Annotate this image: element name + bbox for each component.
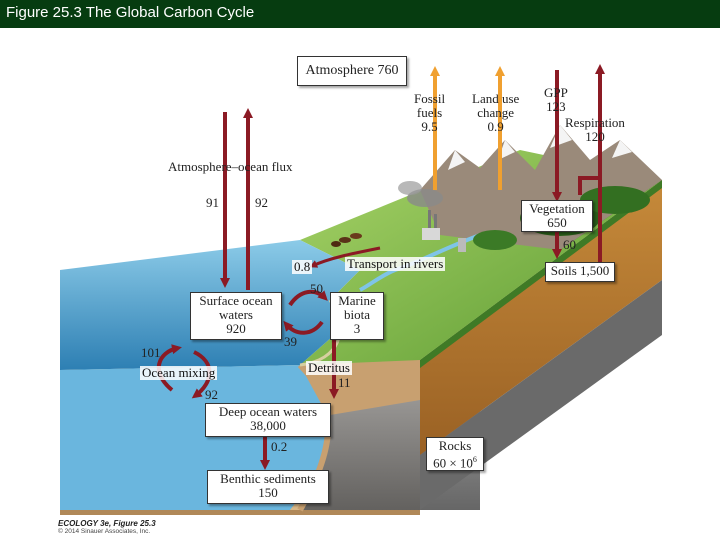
surface-ocean-value: 920 <box>226 321 246 336</box>
respiration-line1: Respiration <box>565 115 625 130</box>
gpp-value: 123 <box>546 99 566 114</box>
rocks-value <box>430 453 480 470</box>
atmosphere-pool <box>297 56 407 86</box>
mixing-up-value: 101 <box>141 345 161 360</box>
surface-to-biota-value: 50 <box>310 281 323 296</box>
marine-biota-line2: biota <box>344 307 370 322</box>
slide-title: Figure 25.3 The Global Carbon Cycle <box>6 4 255 21</box>
deep-to-benthic-value: 0.2 <box>271 439 288 454</box>
rocks-pool <box>426 437 484 471</box>
vegetation-value: 650 <box>547 215 567 230</box>
land-use-value: 0.9 <box>487 119 504 134</box>
benthic-value: 150 <box>258 485 278 500</box>
detritus-value: 11 <box>338 375 351 390</box>
respiration-value: 120 <box>585 129 605 144</box>
rocks-value-exponent: 6 <box>472 455 477 464</box>
deep-ocean-line1: Deep ocean waters <box>218 404 318 419</box>
benthic-pool <box>207 470 329 504</box>
land-use-label <box>472 92 519 134</box>
fossil-line1: Fossil <box>414 91 446 106</box>
veg-to-soil-value: 60 <box>563 237 576 252</box>
vegetation-line1: Vegetation <box>529 201 585 216</box>
atm-ocean-up-value: 92 <box>255 195 268 210</box>
atm-ocean-flux-label: Atmosphere–ocean flux <box>168 159 293 174</box>
land-use-line2: change <box>477 105 515 120</box>
deep-ocean-pool <box>205 403 331 437</box>
credit-line1: ECOLOGY 3e, Figure 25.3 <box>58 519 156 528</box>
biota-to-surface-value: 39 <box>284 334 297 349</box>
benthic-line1: Benthic sediments <box>220 471 316 486</box>
mixing-down-value: 92 <box>205 387 218 402</box>
rocks-line1: Rocks <box>438 438 472 453</box>
gpp-label <box>544 86 568 114</box>
figure-credit <box>58 519 156 535</box>
deep-ocean-value: 38,000 <box>250 418 286 433</box>
marine-biota-value: 3 <box>353 321 361 336</box>
atmosphere-label: Atmosphere 760 <box>305 63 399 78</box>
marine-biota-pool <box>330 292 384 340</box>
soils-pool <box>545 262 615 282</box>
land-use-line1: Land use <box>472 91 520 106</box>
surface-ocean-line2: waters <box>219 307 253 322</box>
fossil-fuels-label <box>414 92 445 134</box>
respiration-label <box>565 116 625 144</box>
fossil-value: 9.5 <box>421 119 438 134</box>
fossil-line2: fuels <box>416 105 443 120</box>
gpp-line1: GPP <box>544 85 568 100</box>
surface-ocean-pool <box>190 292 282 340</box>
ocean-mixing-label: Ocean mixing <box>142 365 216 380</box>
atm-ocean-down-value: 91 <box>206 195 219 210</box>
rocks-value-base: 60 × 10 <box>433 455 473 471</box>
credit-line2: © 2014 Sinauer Associates, Inc. <box>58 528 151 535</box>
soils-label: Soils 1,500 <box>550 263 610 278</box>
rivers-value: 0.8 <box>294 259 311 274</box>
rivers-label: Transport in rivers <box>347 256 444 271</box>
vegetation-pool <box>521 200 593 232</box>
surface-ocean-line1: Surface ocean <box>199 293 273 308</box>
marine-biota-line1: Marine <box>338 293 376 308</box>
detritus-label: Detritus <box>308 360 350 375</box>
